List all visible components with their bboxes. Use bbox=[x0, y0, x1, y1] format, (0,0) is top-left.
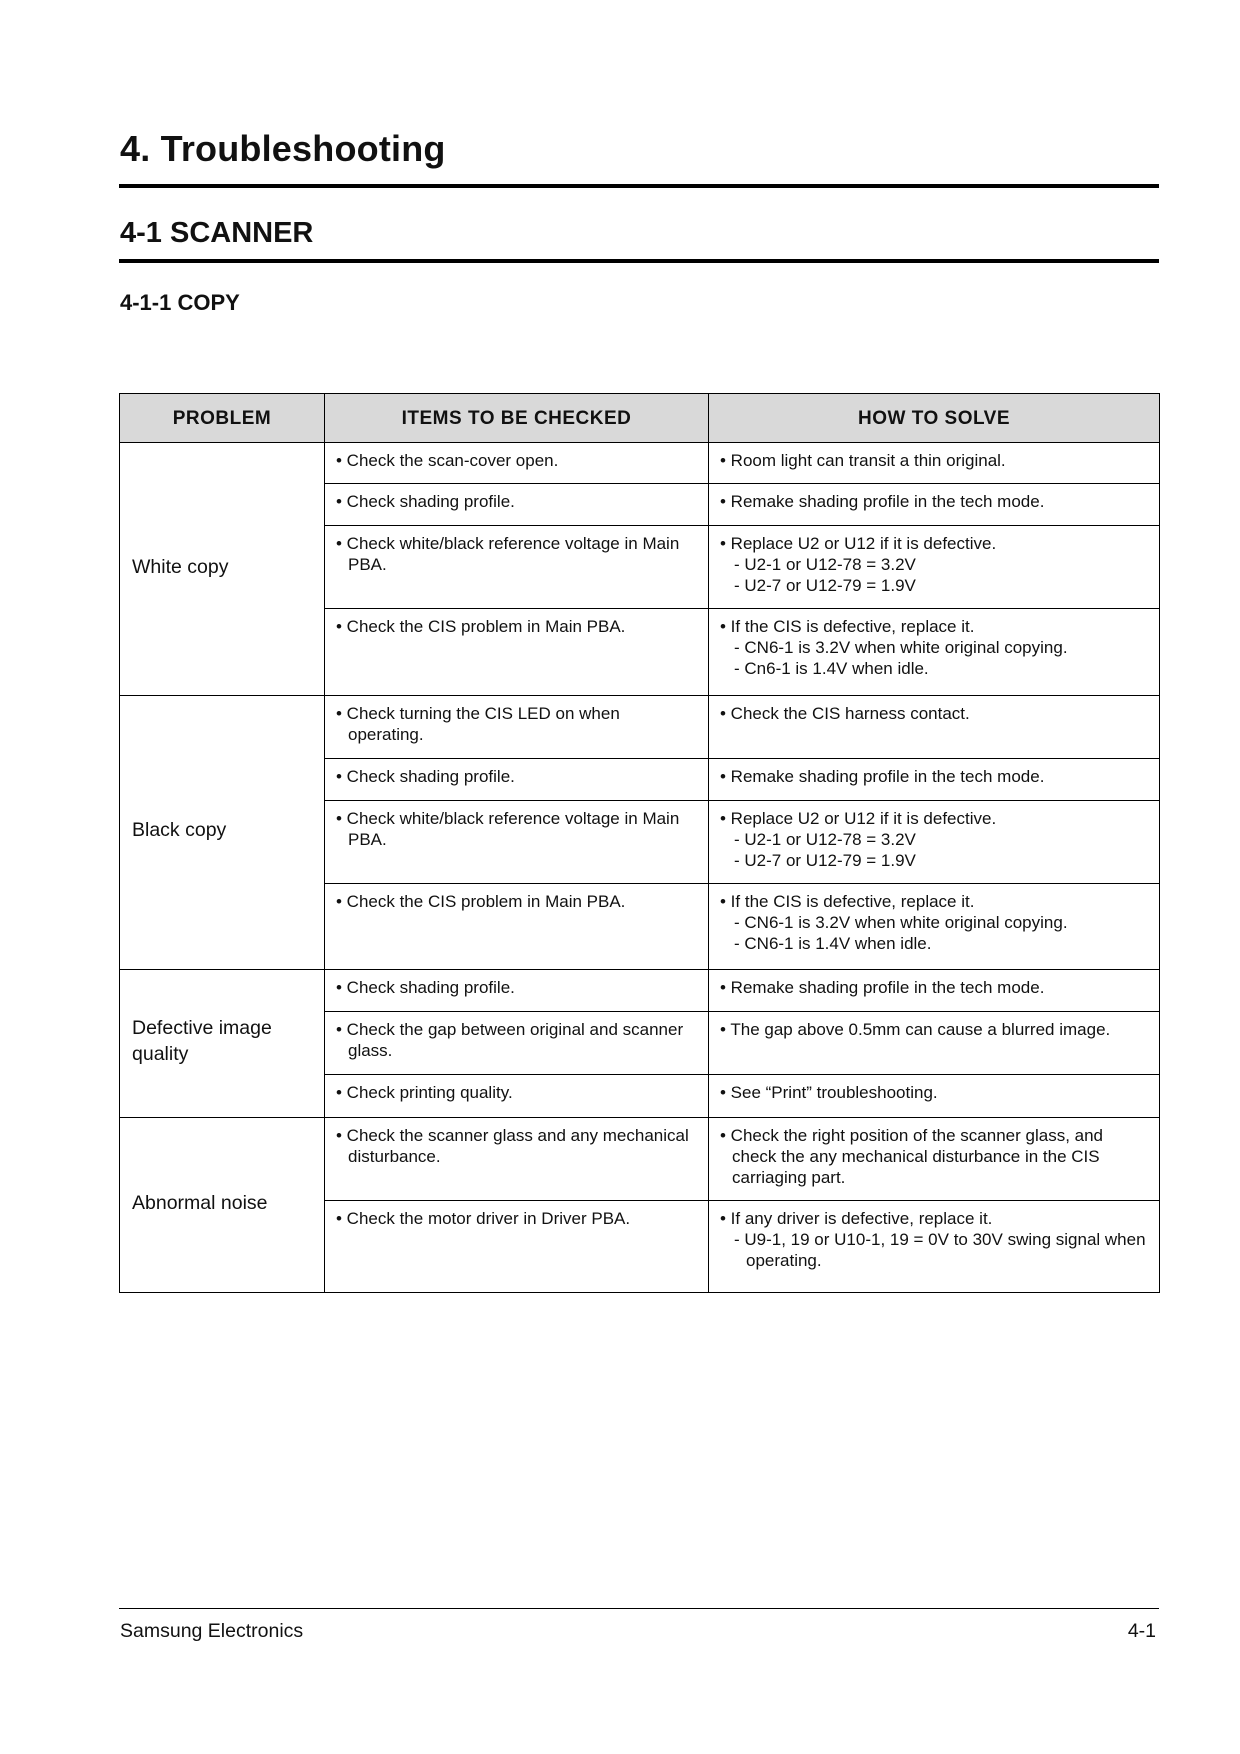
footer-rule bbox=[119, 1608, 1159, 1609]
solve-cell bbox=[709, 1118, 1160, 1201]
solve-subitem: - CN6-1 is 3.2V when white original copying. bbox=[734, 913, 1068, 932]
solve-cell bbox=[709, 484, 1160, 526]
solve-item: • See “Print” troubleshooting. bbox=[720, 1083, 938, 1102]
check-item: • Check the motor driver in Driver PBA. bbox=[336, 1209, 631, 1228]
solve-cell bbox=[709, 1075, 1160, 1118]
solve-cell bbox=[709, 526, 1160, 609]
problem-cell: Defective image quality bbox=[120, 970, 325, 1118]
check-item: • Check printing quality. bbox=[336, 1083, 513, 1102]
solve-cell bbox=[709, 443, 1160, 484]
troubleshooting-table bbox=[119, 393, 1160, 1293]
check-cell bbox=[325, 1075, 709, 1118]
check-item: • Check the gap between original and scanner glass. bbox=[336, 1020, 684, 1060]
solve-subitem: - Cn6-1 is 1.4V when idle. bbox=[734, 659, 929, 678]
solve-subitem: - U9-1, 19 or U10-1, 19 = 0V to 30V swing signal when operating. bbox=[734, 1230, 1146, 1270]
solve-item: • Remake shading profile in the tech mode. bbox=[720, 767, 1045, 786]
solve-item: • If the CIS is defective, replace it. bbox=[720, 892, 975, 911]
footer-page-number: 4-1 bbox=[1127, 1620, 1156, 1642]
column-header-problem: PROBLEM bbox=[120, 394, 325, 443]
check-item: • Check the CIS problem in Main PBA. bbox=[336, 892, 626, 911]
check-cell bbox=[325, 1118, 709, 1201]
check-cell bbox=[325, 609, 709, 696]
check-cell bbox=[325, 484, 709, 526]
solve-subitem: - U2-7 or U12-79 = 1.9V bbox=[734, 576, 916, 595]
table-row bbox=[120, 970, 1160, 1012]
check-cell bbox=[325, 801, 709, 884]
check-item: • Check turning the CIS LED on when operating. bbox=[336, 704, 620, 744]
problem-cell: Black copy bbox=[120, 696, 325, 970]
check-item: • Check shading profile. bbox=[336, 978, 515, 997]
solve-item: • Remake shading profile in the tech mode. bbox=[720, 492, 1045, 511]
solve-item: • If any driver is defective, replace it. bbox=[720, 1209, 993, 1228]
check-item: • Check the scanner glass and any mechanical disturbance. bbox=[336, 1126, 689, 1166]
check-item: • Check shading profile. bbox=[336, 767, 515, 786]
check-cell bbox=[325, 970, 709, 1012]
check-cell bbox=[325, 696, 709, 759]
solve-cell bbox=[709, 1201, 1160, 1293]
check-item: • Check white/black reference voltage in Main PBA. bbox=[336, 534, 680, 574]
solve-subitem: - CN6-1 is 3.2V when white original copying. bbox=[734, 638, 1068, 657]
solve-item: • If the CIS is defective, replace it. bbox=[720, 617, 975, 636]
table-body bbox=[120, 443, 1160, 1293]
solve-item: • Check the right position of the scanner glass, and check the any mechanical disturbance in the CIS carriaging part. bbox=[720, 1126, 1104, 1187]
check-item: • Check the scan-cover open. bbox=[336, 451, 559, 470]
solve-cell bbox=[709, 970, 1160, 1012]
check-cell bbox=[325, 1012, 709, 1075]
check-cell bbox=[325, 1201, 709, 1293]
check-item: • Check white/black reference voltage in Main PBA. bbox=[336, 809, 680, 849]
problem-cell: White copy bbox=[120, 443, 325, 696]
solve-cell bbox=[709, 1012, 1160, 1075]
table-row bbox=[120, 696, 1160, 759]
check-cell bbox=[325, 526, 709, 609]
title-rule bbox=[119, 184, 1159, 188]
page-title: 4. Troubleshooting bbox=[120, 128, 446, 169]
footer-company: Samsung Electronics bbox=[120, 1620, 304, 1642]
solve-subitem: - U2-1 or U12-78 = 3.2V bbox=[734, 555, 916, 574]
solve-item: • Room light can transit a thin original. bbox=[720, 451, 1006, 470]
solve-subitem: - U2-7 or U12-79 = 1.9V bbox=[734, 851, 916, 870]
solve-cell bbox=[709, 609, 1160, 696]
check-item: • Check the CIS problem in Main PBA. bbox=[336, 617, 626, 636]
table-header-row bbox=[120, 394, 1160, 443]
check-cell bbox=[325, 884, 709, 970]
column-header-items-to-check: ITEMS TO BE CHECKED bbox=[325, 394, 709, 443]
solve-item: • Replace U2 or U12 if it is defective. bbox=[720, 809, 997, 828]
check-cell bbox=[325, 759, 709, 801]
check-item: • Check shading profile. bbox=[336, 492, 515, 511]
solve-item: • Check the CIS harness contact. bbox=[720, 704, 970, 723]
table-row bbox=[120, 443, 1160, 484]
check-cell bbox=[325, 443, 709, 484]
solve-cell bbox=[709, 759, 1160, 801]
table-row bbox=[120, 1118, 1160, 1201]
solve-cell bbox=[709, 696, 1160, 759]
solve-subitem: - U2-1 or U12-78 = 3.2V bbox=[734, 830, 916, 849]
solve-item: • The gap above 0.5mm can cause a blurred image. bbox=[720, 1020, 1111, 1039]
subsection-title: 4-1-1 COPY bbox=[120, 290, 240, 315]
solve-item: • Replace U2 or U12 if it is defective. bbox=[720, 534, 997, 553]
section-title: 4-1 SCANNER bbox=[120, 217, 314, 249]
solve-item: • Remake shading profile in the tech mode. bbox=[720, 978, 1045, 997]
section-rule bbox=[119, 259, 1159, 263]
solve-subitem: - CN6-1 is 1.4V when idle. bbox=[734, 934, 932, 953]
solve-cell bbox=[709, 801, 1160, 884]
solve-cell bbox=[709, 884, 1160, 970]
column-header-how-to-solve: HOW TO SOLVE bbox=[709, 394, 1160, 443]
problem-cell: Abnormal noise bbox=[120, 1118, 325, 1293]
